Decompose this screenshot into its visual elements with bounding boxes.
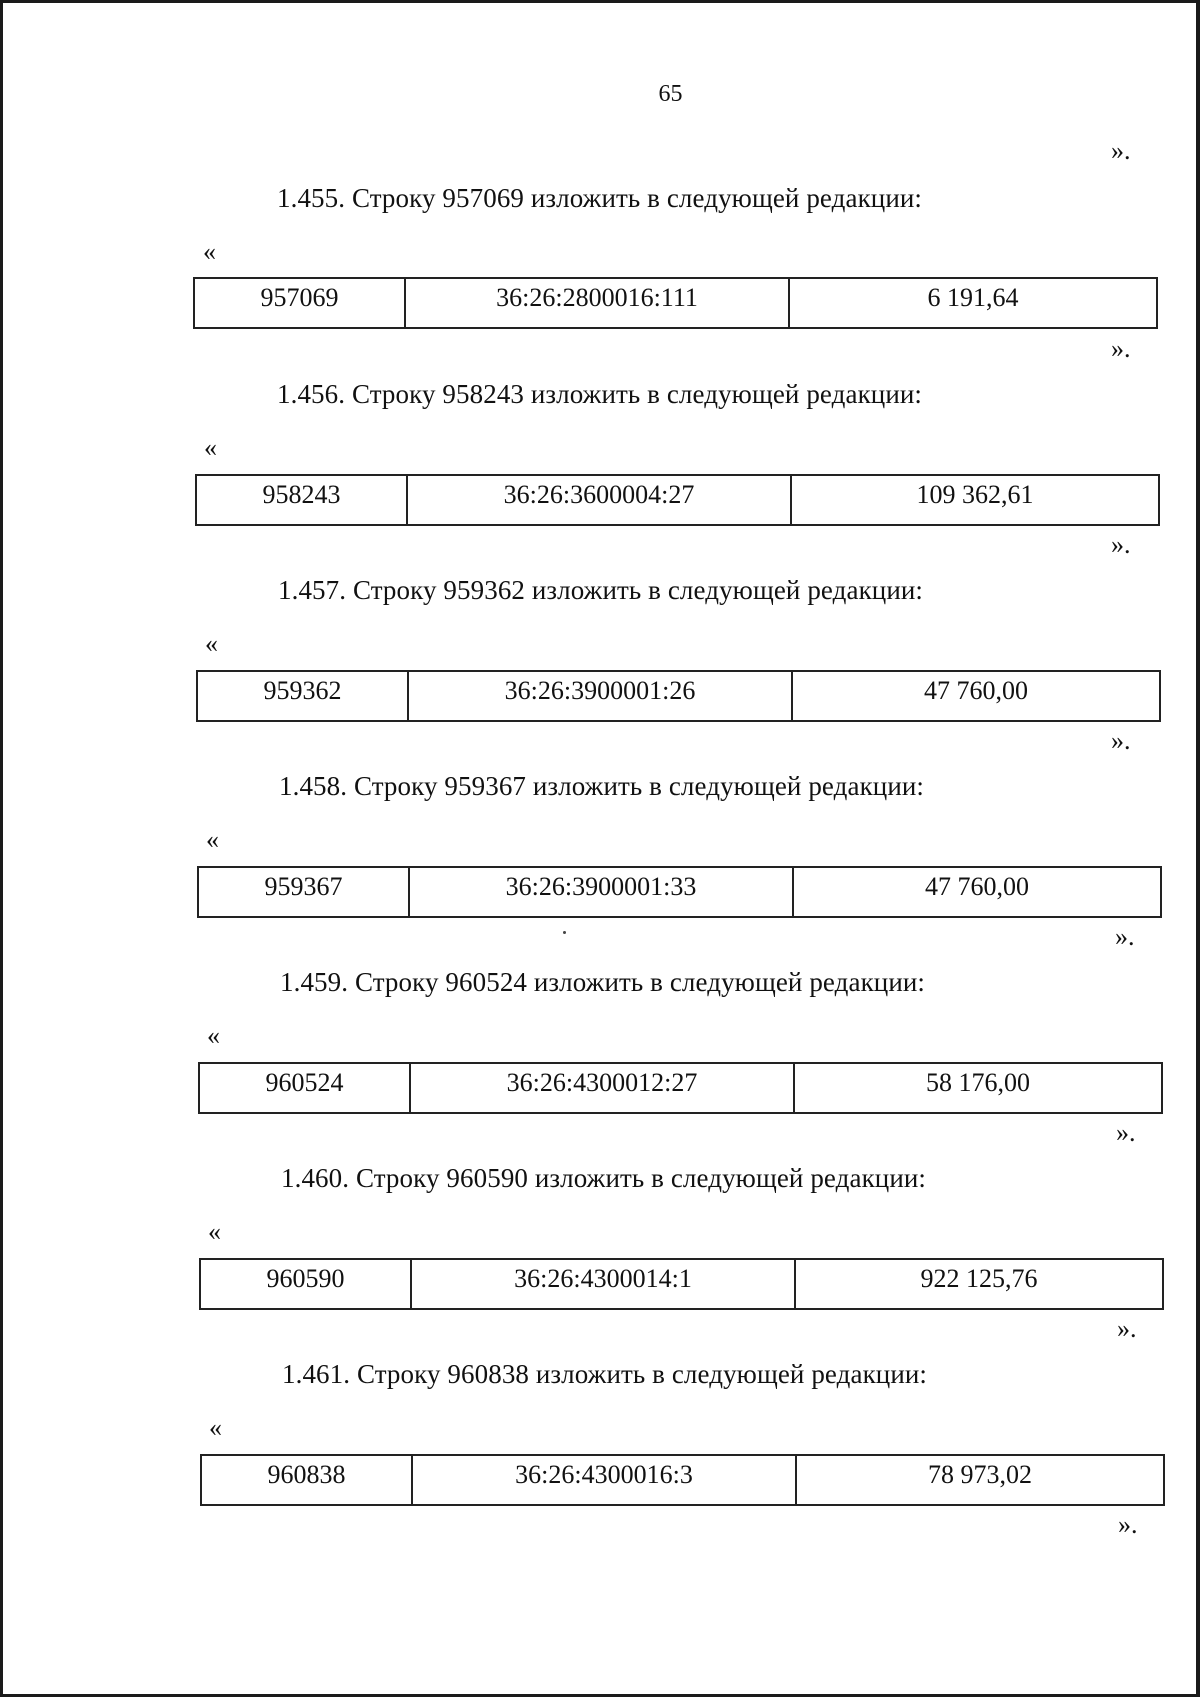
table-row (196, 475, 1159, 525)
row-code-cell: 959362 (197, 671, 408, 721)
value-cell: 47 760,00 (792, 671, 1160, 721)
row-code-cell: 960590 (200, 1259, 411, 1309)
row-code-cell: 957069 (194, 278, 405, 328)
closing-quote: ». (1111, 530, 1131, 559)
section-instruction: 1.457. Строку 959362 изложить в следующей редакции: (278, 575, 924, 605)
cadastral-number-cell: 36:26:4300016:3 (412, 1455, 796, 1505)
value-cell: 922 125,76 (795, 1259, 1163, 1309)
data-row-table (195, 474, 1160, 526)
row-code-cell: 959367 (198, 867, 409, 917)
data-row-table (199, 1258, 1164, 1310)
table-row (194, 278, 1157, 328)
data-row-table (197, 866, 1162, 918)
value-cell: 109 362,61 (791, 475, 1159, 525)
closing-quote: ». (1115, 922, 1135, 951)
opening-quote: « (203, 237, 216, 266)
cadastral-number-cell: 36:26:3600004:27 (407, 475, 791, 525)
table-row (198, 867, 1161, 917)
closing-quote: ». (1116, 1118, 1136, 1147)
table-row (201, 1455, 1164, 1505)
page-number: 65 (658, 81, 683, 107)
opening-quote: « (204, 433, 217, 462)
data-row-table (198, 1062, 1163, 1114)
closing-quote: ». (1111, 726, 1131, 755)
section-instruction: 1.460. Строку 960590 изложить в следующей редакции: (281, 1163, 927, 1193)
table-row (199, 1063, 1162, 1113)
opening-quote: « (206, 825, 219, 854)
scan-speck (563, 931, 566, 934)
cadastral-number-cell: 36:26:3900001:26 (408, 671, 792, 721)
value-cell: 58 176,00 (794, 1063, 1162, 1113)
closing-quote: ». (1117, 1314, 1137, 1343)
closing-quote: ». (1118, 1510, 1138, 1539)
table-row (200, 1259, 1163, 1309)
opening-quote: « (209, 1413, 222, 1442)
cadastral-number-cell: 36:26:3900001:33 (409, 867, 793, 917)
section-instruction: 1.459. Строку 960524 изложить в следующей редакции: (280, 967, 926, 997)
value-cell: 47 760,00 (793, 867, 1161, 917)
cadastral-number-cell: 36:26:4300014:1 (411, 1259, 795, 1309)
opening-quote: « (207, 1021, 220, 1050)
section-instruction: 1.461. Строку 960838 изложить в следующей редакции: (282, 1359, 928, 1389)
section-instruction: 1.456. Строку 958243 изложить в следующей редакции: (277, 379, 923, 409)
section-instruction: 1.455. Строку 957069 изложить в следующей редакции: (277, 183, 923, 213)
row-code-cell: 960524 (199, 1063, 410, 1113)
section-instruction: 1.458. Строку 959367 изложить в следующей редакции: (279, 771, 925, 801)
table-row (197, 671, 1160, 721)
cadastral-number-cell: 36:26:2800016:111 (405, 278, 789, 328)
data-row-table (200, 1454, 1165, 1506)
data-row-table (196, 670, 1161, 722)
opening-quote: « (208, 1217, 221, 1246)
row-code-cell: 958243 (196, 475, 407, 525)
opening-quote: « (205, 629, 218, 658)
row-code-cell: 960838 (201, 1455, 412, 1505)
cadastral-number-cell: 36:26:4300012:27 (410, 1063, 794, 1113)
value-cell: 78 973,02 (796, 1455, 1164, 1505)
closing-quote: ». (1111, 334, 1131, 363)
value-cell: 6 191,64 (789, 278, 1157, 328)
data-row-table (193, 277, 1158, 329)
closing-quote: ». (1111, 136, 1131, 165)
